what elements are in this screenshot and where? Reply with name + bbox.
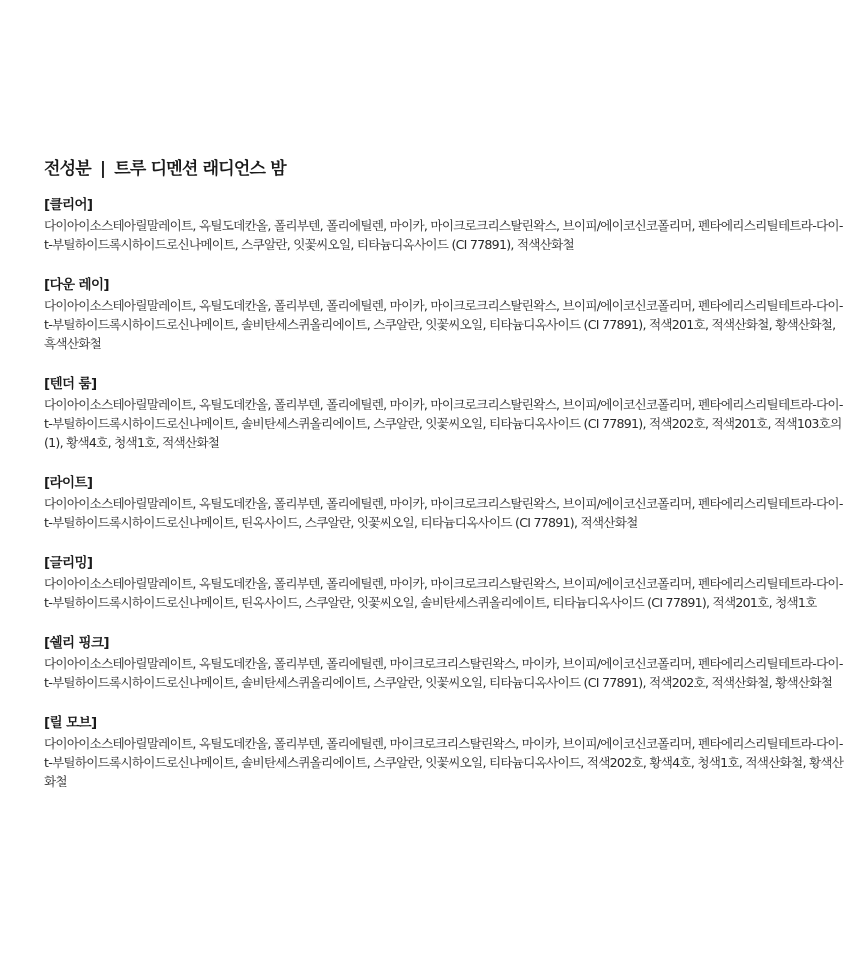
ingredient-section-down-ray	[44, 276, 844, 353]
ingredient-list: 다이아이소스테아릴말레이트, 옥틸도데칸올, 폴리부텐, 폴리에틸렌, 마이카, 마이크로크리스탈린왁스, 브이피/에이코신코폴리머, 펜타에리스리틸테트라-다이-t-부틸하이드록시하이드로신나메이트, 솔비탄세스퀴올리에이트, 스쿠알란, 잇꽃씨오일, 티타늄디옥사이드 (CI 77891), 적색202호, 적색201호, 적색103호의(1), 황색4호, 청색1호, 적색산화철	[44, 397, 843, 450]
ingredient-list: 다이아이소스테아릴말레이트, 옥틸도데칸올, 폴리부텐, 폴리에틸렌, 마이크로크리스탈린왁스, 마이카, 브이피/에이코신코폴리머, 펜타에리스리틸테트라-다이-t-부틸하이드록시하이드로신나메이트, 솔비탄세스퀴올리에이트, 스쿠알란, 잇꽃씨오일, 티타늄디옥사이드, 적색202호, 황색4호, 청색1호, 적색산화철, 황색산화철	[44, 736, 844, 789]
section-heading: [쉘리 핑크]	[44, 635, 110, 651]
ingredient-list: 다이아이소스테아릴말레이트, 옥틸도데칸올, 폴리부텐, 폴리에틸렌, 마이카, 마이크로크리스탈린왁스, 브이피/에이코신코폴리머, 펜타에리스리틸테트라-다이-t-부틸하이드록시하이드로신나메이트, 솔비탄세스퀴올리에이트, 스쿠알란, 잇꽃씨오일, 티타늄디옥사이드 (CI 77891), 적색201호, 적색산화철, 황색산화철, 흑색산화철	[44, 298, 843, 351]
ingredient-list: 다이아이소스테아릴말레이트, 옥틸도데칸올, 폴리부텐, 폴리에틸렌, 마이카, 마이크로크리스탈린왁스, 브이피/에이코신코폴리머, 펜타에리스리틸테트라-다이-t-부틸하이드록시하이드로신나메이트, 틴옥사이드, 스쿠알란, 잇꽃씨오일, 솔비탄세스퀴올리에이트, 티타늄디옥사이드 (CI 77891), 적색201호, 청색1호	[44, 576, 843, 610]
section-heading: [라이트]	[44, 475, 93, 491]
section-heading: [릴 모브]	[44, 715, 97, 731]
ingredient-section-tender-room	[44, 375, 844, 452]
ingredient-section-gleaming	[44, 554, 844, 612]
ingredient-list: 다이아이소스테아릴말레이트, 옥틸도데칸올, 폴리부텐, 폴리에틸렌, 마이카, 마이크로크리스탈린왁스, 브이피/에이코신코폴리머, 펜타에리스리틸테트라-다이-t-부틸하이드록시하이드로신나메이트, 스쿠알란, 잇꽃씨오일, 티타늄디옥사이드 (CI 77891), 적색산화철	[44, 218, 843, 252]
section-heading: [다운 레이]	[44, 277, 110, 293]
ingredient-section-shelly-pink	[44, 634, 844, 692]
section-heading: [텐더 룸]	[44, 376, 97, 392]
ingredient-section-light	[44, 474, 844, 532]
product-name: 트루 디멘션 래디언스 밤	[114, 159, 286, 179]
ingredient-section-clear	[44, 196, 844, 254]
section-heading: [클리어]	[44, 197, 93, 213]
page-title	[44, 154, 286, 179]
title-label: 전성분	[44, 159, 91, 179]
ingredient-sections	[44, 196, 844, 813]
ingredient-section-lil-mauve	[44, 714, 844, 791]
section-heading: [글리밍]	[44, 555, 93, 571]
title-separator: |	[99, 159, 106, 179]
ingredient-list: 다이아이소스테아릴말레이트, 옥틸도데칸올, 폴리부텐, 폴리에틸렌, 마이카, 마이크로크리스탈린왁스, 브이피/에이코신코폴리머, 펜타에리스리틸테트라-다이-t-부틸하이드록시하이드로신나메이트, 틴옥사이드, 스쿠알란, 잇꽃씨오일, 티타늄디옥사이드 (CI 77891), 적색산화철	[44, 496, 843, 530]
ingredient-list: 다이아이소스테아릴말레이트, 옥틸도데칸올, 폴리부텐, 폴리에틸렌, 마이크로크리스탈린왁스, 마이카, 브이피/에이코신코폴리머, 펜타에리스리틸테트라-다이-t-부틸하이드록시하이드로신나메이트, 솔비탄세스퀴올리에이트, 스쿠알란, 잇꽃씨오일, 티타늄디옥사이드 (CI 77891), 적색202호, 적색산화철, 황색산화철	[44, 656, 843, 690]
